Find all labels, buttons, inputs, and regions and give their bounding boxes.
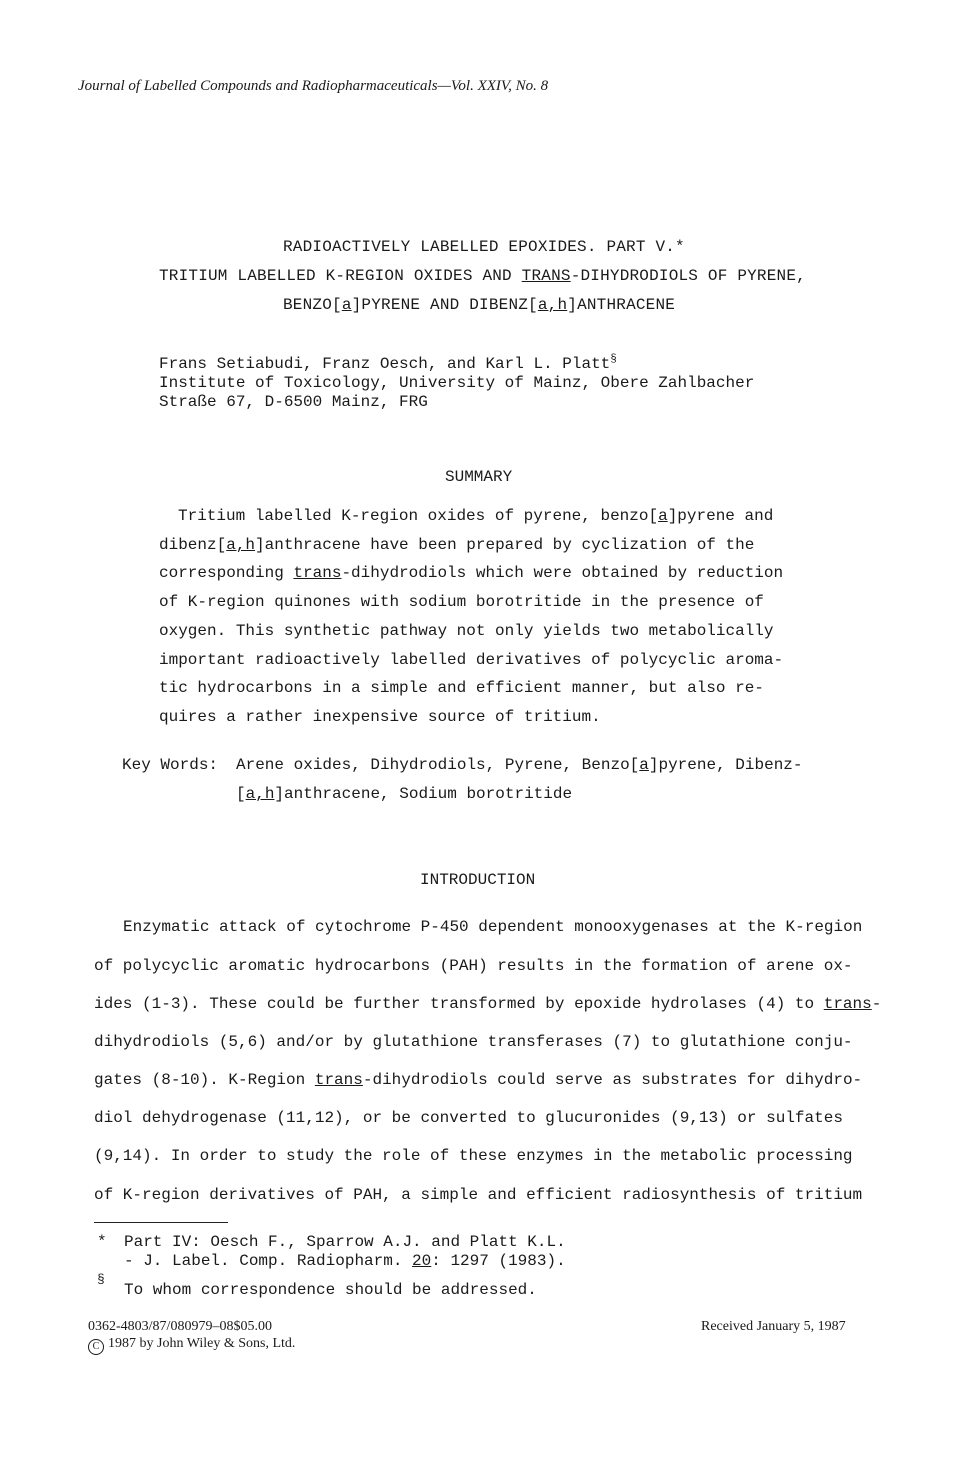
summary-line: corresponding trans-dihydrodiols which were obtained by reduction [159, 564, 784, 582]
copyright-icon: C [88, 1339, 104, 1355]
introduction-line: of K-region derivatives of PAH, a simple and efficient radiosynthesis of tritium [94, 1186, 863, 1204]
footnote-section-mark: § [97, 1272, 105, 1287]
footnote-1-line-1: Part IV: Oesch F., Sparrow A.J. and Platt K.L. [124, 1233, 566, 1251]
introduction-line: (9,14). In order to study the role of these enzymes in the metabolic processing [94, 1147, 853, 1165]
keywords-label: Key Words: [122, 756, 219, 774]
summary-line: oxygen. This synthetic pathway not only yields two metabolically [159, 622, 774, 640]
footnote-divider [94, 1222, 228, 1223]
author-list: Frans Setiabudi, Franz Oesch, and Karl L. Platt§ [159, 353, 617, 373]
summary-line: important radioactively labelled derivatives of polycyclic aroma- [159, 651, 784, 669]
journal-header: Journal of Labelled Compounds and Radiopharmaceuticals—Vol. XXIV, No. 8 [78, 78, 549, 94]
summary-line: tic hydrocarbons in a simple and efficient manner, but also re- [159, 679, 764, 697]
summary-line: dibenz[a,h]anthracene have been prepared by cyclization of the [159, 536, 755, 554]
keywords-line-2: [a,h]anthracene, Sodium borotritide [236, 785, 573, 803]
document-code: 0362-4803/87/080979–08$05.00 [88, 1319, 272, 1334]
footnote-star-mark: * [97, 1233, 107, 1251]
footnote-1-line-2: - J. Label. Comp. Radiopharm. 20: 1297 (1983). [124, 1252, 566, 1270]
introduction-line: dihydrodiols (5,6) and/or by glutathione transferases (7) to glutathione conju- [94, 1033, 853, 1051]
footnote-2: To whom correspondence should be addressed. [124, 1281, 537, 1299]
introduction-line: gates (8-10). K-Region trans-dihydrodiols could serve as substrates for dihydro- [94, 1071, 863, 1089]
affiliation-line-2: Straße 67, D-6500 Mainz, FRG [159, 393, 428, 411]
summary-heading: SUMMARY [445, 468, 513, 486]
introduction-line: of polycyclic aromatic hydrocarbons (PAH) results in the formation of arene ox- [94, 957, 853, 975]
introduction-line: ides (1-3). These could be further transformed by epoxide hydrolases (4) to trans- [94, 995, 882, 1013]
correspondence-mark: § [610, 353, 617, 366]
title-line-3: BENZO[a]PYRENE AND DIBENZ[a,h]ANTHRACENE [283, 296, 676, 314]
introduction-line: Enzymatic attack of cytochrome P-450 dependent monooxygenases at the K-region [123, 918, 863, 936]
summary-line: quires a rather inexpensive source of tritium. [159, 708, 601, 726]
summary-line: Tritium labelled K-region oxides of pyrene, benzo[a]pyrene and [178, 507, 774, 525]
received-date: Received January 5, 1987 [701, 1319, 846, 1334]
introduction-heading: INTRODUCTION [420, 871, 536, 889]
affiliation-line-1: Institute of Toxicology, University of Mainz, Obere Zahlbacher [159, 374, 755, 392]
copyright-line: C 1987 by John Wiley & Sons, Ltd. [88, 1336, 295, 1355]
introduction-line: diol dehydrogenase (11,12), or be converted to glucuronides (9,13) or sulfates [94, 1109, 843, 1127]
title-line-1: RADIOACTIVELY LABELLED EPOXIDES. PART V.* [283, 238, 685, 256]
title-line-2: TRITIUM LABELLED K-REGION OXIDES AND TRANS-DIHYDRODIOLS OF PYRENE, [159, 267, 806, 285]
summary-line: of K-region quinones with sodium borotritide in the presence of [159, 593, 764, 611]
keywords-line-1: Arene oxides, Dihydrodiols, Pyrene, Benzo[a]pyrene, Dibenz- [236, 756, 803, 774]
